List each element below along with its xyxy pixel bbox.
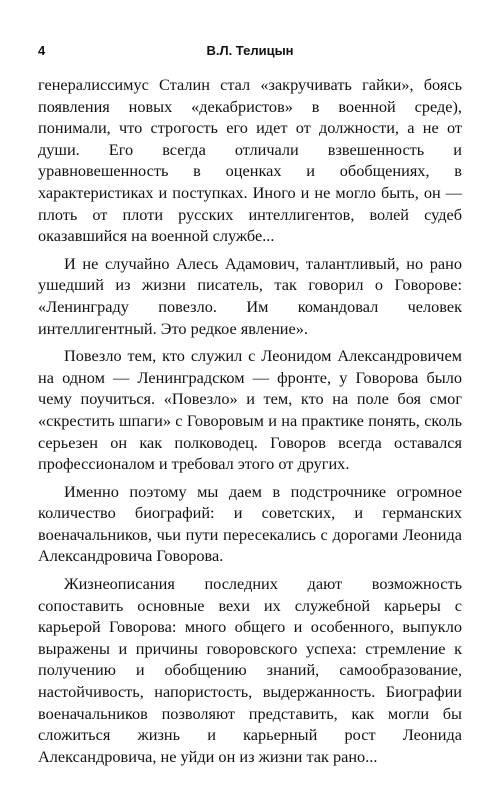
body-text xyxy=(38,74,462,767)
paragraph-lucky-to-serve: Повезло тем, кто служил с Леонидом Александровичем на одном — Ленинградском — фронте, у Говорова было чему поучиться. «Повезло» и тем, кто на поле боя смог «скрестить шпаги» с Говоровым и на практике понять, сколь серьезен он как полководец. Говоров всегда оставался профессионалом и требовал этого от других. xyxy=(38,346,462,474)
paragraph-life-stories: Жизнеописания последних дают возможность сопоставить основные вехи их служебной карьеры с карьерой Говорова: много общего и особенного, выпукло выражены и причины говоровского успеха: стремление к получению и обобщению знаний, самообразование, настойчивость, напористость, выдержанность. Биографии военачальников позволяют представить, как могли бы сложиться жизнь и карьерный рост Леонида Александровича, не уйди он из жизни так рано... xyxy=(38,574,462,766)
paragraph-adamovich-quote: И не случайно Алесь Адамович, талантливый, но рано ушедший из жизни писатель, так говорил о Говорове: «Ленинграду повезло. Им командовал человек интеллигентный. Это редкое явление». xyxy=(38,253,462,338)
paragraph-continuation: генералиссимус Сталин стал «закручивать гайки», боясь появления новых «декабристов» в военной среде), понимали, что строгость его идет от должности, а не от души. Его всегда отличали взвешенность и уравновешенность в оценках и обобщениях, в характеристиках и поступках. Иного и не могло быть, он — плоть от плоти русских интеллигентов, волей судеб оказавшийся на военной службе... xyxy=(38,75,462,246)
book-page xyxy=(38,40,462,767)
paragraph-biographies: Именно поэтому мы даем в подстрочнике огромное количество биографий: и советских, и германских военачальников, чьи пути пересекались с дорогами Леонида Александровича Говорова. xyxy=(38,481,462,566)
page-number: 4 xyxy=(38,43,46,58)
running-title-author: В.Л. Телицын xyxy=(206,43,294,58)
running-head xyxy=(38,40,462,62)
